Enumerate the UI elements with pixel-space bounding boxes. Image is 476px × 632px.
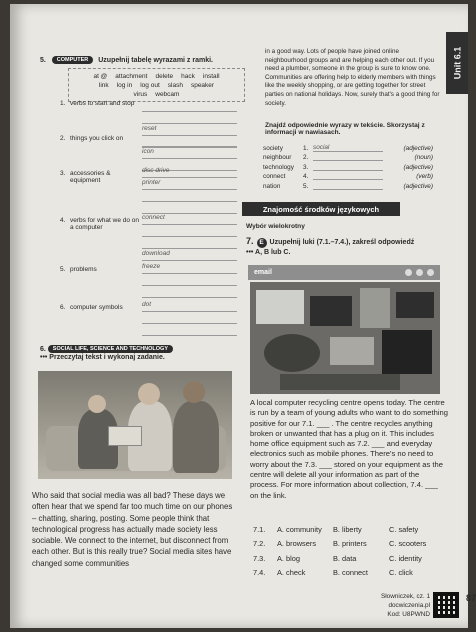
page-number: 87 [466, 593, 476, 603]
part-of-speech: (adjective) [403, 182, 433, 190]
part-of-speech: (adjective) [403, 163, 433, 171]
grandfather-head [138, 383, 160, 405]
dot-icon [416, 269, 423, 276]
laptop-shape [108, 426, 142, 446]
footer-line: Słowniczek, cz. 1 [380, 593, 430, 600]
exercise-instruction: Uzupełnij luki (7.1.–7.4.), zakreśl odpowiedź [269, 239, 415, 246]
exercise-instruction: ••• Przeczytaj tekst i wykonaj zadanie. [40, 354, 165, 361]
answer-field[interactable]: connect [142, 213, 237, 225]
vocab-task-heading: Znajdź odpowiednie wyrazy w tekście. Skorzystaj z informacji w nawiasach. [265, 122, 425, 136]
word: slash [167, 81, 183, 89]
exercise-number: 5. [40, 56, 46, 64]
answer-field[interactable] [142, 112, 237, 124]
option-a[interactable]: A. community [277, 524, 322, 534]
option-c[interactable]: C. click [389, 568, 413, 578]
base-word: neighbour [263, 154, 292, 161]
exercise-5-heading [40, 56, 213, 64]
exam-badge: E [257, 238, 267, 248]
question-number: 7.4. [253, 568, 266, 578]
word: virus [133, 90, 148, 98]
word: delete [155, 72, 174, 80]
table-row [60, 217, 140, 231]
answer-field[interactable]: download [142, 249, 237, 261]
option-a[interactable]: A. check [277, 568, 306, 578]
option-b[interactable]: B. printers [333, 539, 367, 549]
reading-text-continued: in a good way. Lots of people have joined online neighbourhood groups and are helping each other out. If you need a plumber, someone in the group is sure to know one. Communities are offering help to elderly members with things like the weekly shopping, or are getting together for street parties on national holidays. Now, surely that's a good thing for society. [265, 48, 440, 107]
row-label: accessories & equipment [70, 170, 111, 184]
answer-field[interactable]: printer [142, 178, 237, 190]
part-of-speech: (adjective) [403, 144, 433, 152]
answer-field[interactable] [142, 324, 237, 336]
gadget-pile [382, 330, 432, 374]
topic-badge: COMPUTER [52, 56, 93, 64]
family-laptop-photo [38, 371, 232, 479]
base-word: nation [263, 182, 281, 190]
answer-field[interactable]: freeze [142, 262, 237, 274]
phone-shape [396, 292, 434, 318]
answer-field[interactable] [313, 179, 383, 180]
monitor-shape [256, 290, 304, 324]
dot-icon [405, 269, 412, 276]
row-label: verbs for what we do on a computer [70, 217, 140, 231]
item-number: 2. [303, 154, 309, 161]
row-label: things you click on [70, 135, 124, 142]
base-word: connect [263, 173, 286, 180]
row-label: verbs to start and stop [70, 100, 135, 107]
vocab-row [263, 161, 443, 171]
printer-shape [330, 337, 374, 365]
option-row [253, 551, 453, 566]
word: log in [116, 81, 133, 89]
base-word: society [263, 144, 283, 152]
option-row [253, 522, 453, 537]
base-word: technology [263, 163, 294, 171]
qr-code-icon[interactable] [433, 592, 459, 618]
answer-field[interactable] [313, 189, 383, 190]
footer-link[interactable]: docwiczenia.pl [388, 602, 430, 609]
vocab-row [263, 171, 443, 181]
item-number: 4. [303, 173, 309, 180]
question-number: 7.1. [253, 524, 266, 534]
option-a[interactable]: A. blog [277, 553, 301, 563]
answer-field[interactable] [313, 170, 383, 171]
row-number: 6. [60, 304, 66, 311]
answer-lines [142, 262, 237, 298]
question-number: 7.3. [253, 553, 266, 563]
word: hack [181, 72, 195, 80]
table-row [60, 170, 140, 184]
answer-field[interactable]: dot [142, 300, 237, 312]
exercise-7-heading [246, 237, 446, 257]
task-type-label: Wybór wielokrotny [246, 223, 305, 230]
table-row [60, 266, 140, 273]
workbook-page [10, 4, 476, 628]
footer-code: Kod: U8PWND [387, 611, 430, 618]
option-row [253, 537, 453, 552]
answer-field[interactable]: reset [142, 124, 237, 136]
answer-field[interactable]: social [313, 144, 383, 152]
option-b[interactable]: B. connect [333, 568, 368, 578]
answer-field[interactable] [142, 237, 237, 249]
answer-field[interactable] [142, 190, 237, 202]
word: install [202, 72, 220, 80]
answer-field[interactable] [142, 225, 237, 237]
item-number: 1. [303, 144, 309, 152]
item-number: 3. [303, 163, 309, 171]
vocab-row [263, 142, 443, 152]
word: webcam [155, 90, 180, 98]
keyboard-shape [310, 296, 352, 326]
email-header-bar [248, 265, 440, 280]
cable-shape [264, 334, 320, 372]
unit-tab: Unit 6.1 [446, 32, 468, 94]
word-box [68, 68, 245, 102]
footer-info [370, 592, 430, 619]
dot-icon [427, 269, 434, 276]
row-label: computer symbols [70, 304, 123, 311]
exercise-number: 6. [40, 345, 46, 353]
vocab-row [263, 180, 443, 190]
part-of-speech: (verb) [416, 173, 433, 180]
row-number: 2. [60, 135, 66, 142]
option-c[interactable]: C. identity [389, 553, 422, 563]
window-dots [405, 269, 434, 276]
word: at @ [93, 72, 108, 80]
table-row [60, 304, 140, 311]
row-number: 1. [60, 100, 66, 107]
row-number: 4. [60, 217, 66, 224]
answer-options [253, 522, 453, 580]
option-c[interactable]: C. scooters [389, 539, 427, 549]
exercise-number: 7. [246, 236, 254, 246]
answer-field[interactable] [142, 274, 237, 286]
answer-field[interactable]: disc drive [142, 166, 237, 178]
answer-field[interactable] [142, 100, 237, 112]
exercise-instruction: Uzupełnij tabelę wyrazami z ramki. [98, 56, 213, 64]
answer-field[interactable] [142, 135, 237, 147]
answer-field[interactable]: icon [142, 147, 237, 159]
row-number: 3. [60, 170, 66, 177]
item-number: 5. [303, 182, 309, 190]
child-head [88, 395, 106, 413]
option-b[interactable]: B. liberty [333, 524, 362, 534]
answer-field[interactable] [142, 286, 237, 298]
section-banner: Znajomość środków językowych [242, 202, 400, 216]
topic-badge: SOCIAL LIFE, SCIENCE AND TECHNOLOGY [48, 345, 173, 353]
part-of-speech: (noun) [414, 154, 433, 161]
option-a[interactable]: A. browsers [277, 539, 317, 549]
word: speaker [190, 81, 215, 89]
e-waste-photo [250, 282, 440, 394]
answer-lines [142, 166, 237, 214]
father-head [183, 381, 205, 403]
table-row [60, 100, 140, 107]
option-row [253, 566, 453, 581]
word: link [98, 81, 109, 89]
father-figure [173, 401, 219, 473]
answer-lines [142, 300, 237, 336]
option-b[interactable]: B. data [333, 553, 357, 563]
answer-field[interactable] [142, 312, 237, 324]
option-c[interactable]: C. safety [389, 524, 419, 534]
vocab-task [263, 142, 443, 190]
answer-lines [142, 213, 237, 261]
question-number: 7.2. [253, 539, 266, 549]
exercise-instruction-continued: ••• A, B lub C. [246, 249, 291, 256]
word: log out [140, 81, 160, 89]
reading-text: Who said that social media was all bad? These days we often hear that we spend far too much time on our phones – chatting, sharing, posting. Some people think that technological progress has actually made society less sociable. We connect to the internet, but disconnect from each other. But is this really true? Social media sites have changed some communities [32, 491, 233, 568]
vocab-row [263, 152, 443, 162]
exercise-6-heading [40, 345, 176, 353]
device-shape [360, 288, 390, 328]
table-row [60, 135, 140, 142]
email-label: email [254, 269, 272, 276]
email-body: A local computer recycling centre opens today. The centre is run by a team of young adults who want to do something positive for our 7.1. ___ . The centre recycles anything broken or unwanted that has a plug on it. This includes home office equipment such as 7.2. ___ and everyday electronics such as mobile phones. There's no need to worry about the 7.3. ___ stored on your equipment as the centre will delete all your information as part of the process. For more information about collection, 7.4. ___ on the link. [250, 398, 448, 500]
answer-field[interactable] [313, 160, 383, 161]
row-label: problems [70, 266, 97, 273]
word: attachment [115, 72, 148, 80]
cables-shape [280, 374, 400, 390]
row-number: 5. [60, 266, 66, 273]
